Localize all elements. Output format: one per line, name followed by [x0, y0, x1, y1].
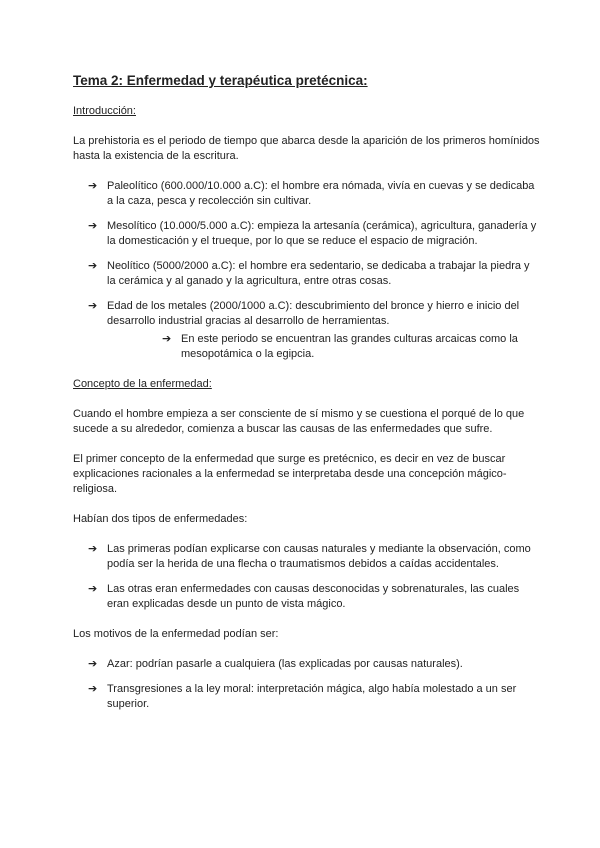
prehistory-periods-list [73, 179, 540, 362]
arrow-bullet-icon: ➔ [88, 543, 98, 555]
list-item-text: Paleolítico (600.000/10.000 a.C): el hombre era nómada, vivía en cuevas y se dedicaba a la caza, pesca y recolección sin cultivar. [107, 180, 535, 207]
document-title: Tema 2: Enfermedad y terapéutica pretécnica: [73, 73, 368, 88]
sublist-item-text: En este periodo se encuentran las grandes culturas arcaicas como la mesopotámica o la egipcia. [181, 333, 518, 360]
concept-paragraph-2: El primer concepto de la enfermedad que surge es pretécnico, es decir en vez de buscar explicaciones racionales a la enfermedad se interpretaba desde una concepción mágico-religiosa. [73, 453, 507, 495]
motives-intro-paragraph: Los motivos de la enfermedad podían ser: [73, 628, 279, 640]
list-item [73, 542, 540, 572]
concept-paragraph-3: Habían dos tipos de enfermedades: [73, 513, 248, 525]
list-item-text: Azar: podrían pasarle a cualquiera (las explicadas por causas naturales). [107, 658, 463, 670]
list-item [73, 179, 540, 209]
list-item [73, 682, 540, 712]
list-item-text: Las primeras podían explicarse con causas naturales y mediante la observación, como podía ser la herida de una flecha o traumatismos debidos a caídas accidentales. [107, 543, 531, 570]
list-item-text: Mesolítico (10.000/5.000 a.C): empieza la artesanía (cerámica), agricultura, ganadería y la domesticación y el trueque, por lo que se reduce el espacio de migración. [107, 220, 537, 247]
section-heading-introduccion: Introducción: [73, 105, 136, 117]
list-item-text: Transgresiones a la ley moral: interpretación mágica, algo había molestado a un ser superior. [107, 683, 517, 710]
list-item [73, 259, 540, 289]
list-item-text: Edad de los metales (2000/1000 a.C): descubrimiento del bronce y hierro e inicio del desarrollo industrial gracias al desarrollo de herramientas. [107, 300, 520, 327]
list-item [73, 219, 540, 249]
motives-list [73, 657, 540, 712]
arrow-bullet-icon: ➔ [88, 180, 98, 192]
concept-paragraph-1: Cuando el hombre empieza a ser consciente de sí mismo y se cuestiona el porqué de lo que sucede a su alrededor, comienza a buscar las causas de las enfermedades que sufre. [73, 408, 525, 435]
arrow-bullet-icon: ➔ [162, 333, 172, 345]
arrow-bullet-icon: ➔ [88, 683, 98, 695]
intro-paragraph: La prehistoria es el periodo de tiempo que abarca desde la aparición de los primeros homínidos hasta la existencia de la escritura. [73, 135, 540, 162]
list-item-text: Las otras eran enfermedades con causas desconocidas y sobrenaturales, las cuales eran explicadas desde un punto de vista mágico. [107, 583, 520, 610]
arrow-bullet-icon: ➔ [88, 300, 98, 312]
metal-age-sublist [107, 332, 540, 362]
list-item-text: Neolítico (5000/2000 a.C): el hombre era sedentario, se dedicaba a trabajar la piedra y la cerámica y al ganado y la agricultura, entre otras cosas. [107, 260, 530, 287]
list-item [73, 657, 540, 672]
list-item [73, 582, 540, 612]
arrow-bullet-icon: ➔ [88, 220, 98, 232]
arrow-bullet-icon: ➔ [88, 583, 98, 595]
disease-types-list [73, 542, 540, 612]
list-item [73, 299, 540, 362]
section-heading-concepto: Concepto de la enfermedad: [73, 378, 212, 390]
sublist-item [107, 332, 540, 362]
arrow-bullet-icon: ➔ [88, 260, 98, 272]
arrow-bullet-icon: ➔ [88, 658, 98, 670]
